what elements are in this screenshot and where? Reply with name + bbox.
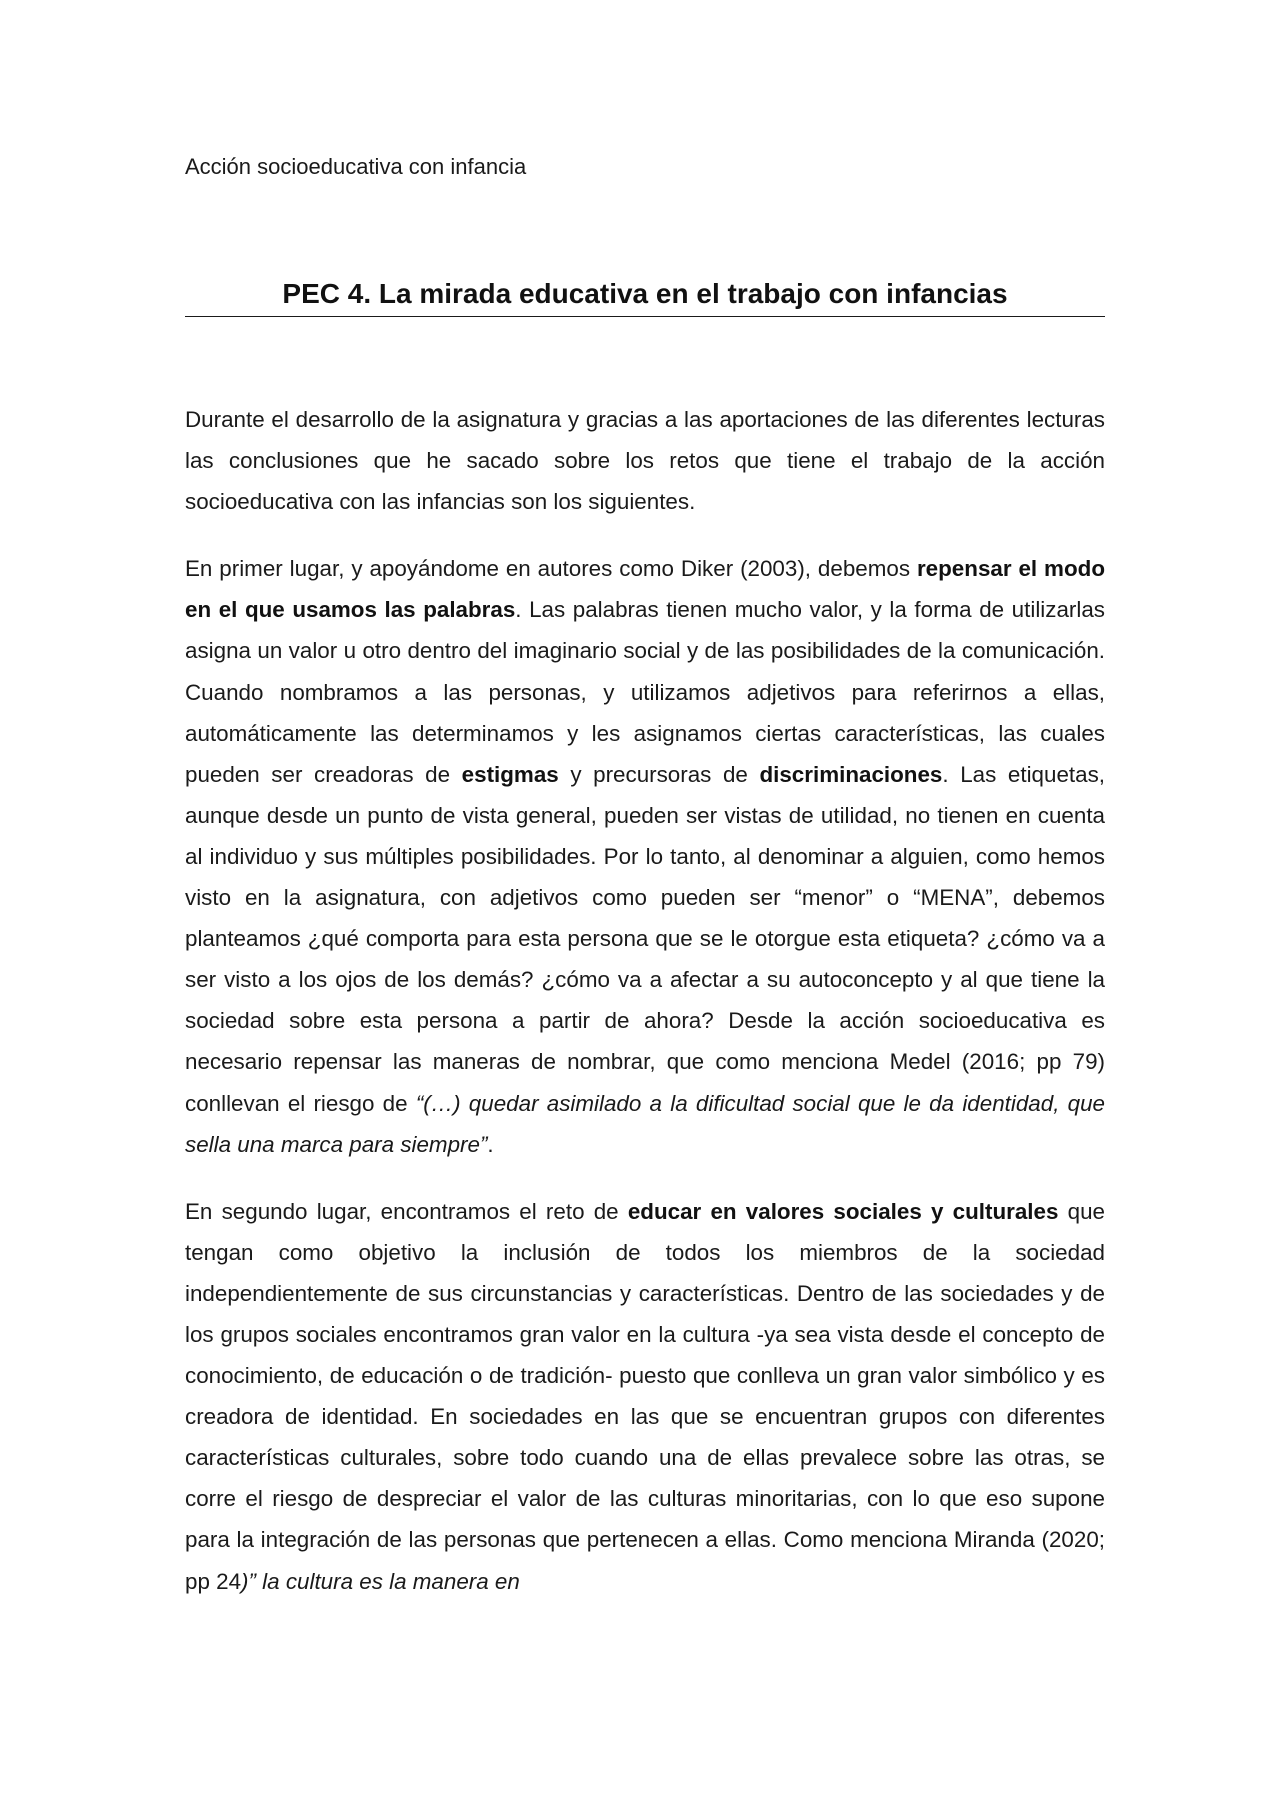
paragraph-intro (185, 399, 1105, 522)
paragraph-values-text-2: que tengan como objetivo la inclusión de todos los miembros de la sociedad independientemente de sus circunstancias y características. Dentro de las sociedades y de los grupos sociales encontramos gran valor en la cultura -ya sea vista desde el concepto de conocimiento, de educación o de tradición- puesto que conlleva un gran valor simbólico y es creadora de identidad. En sociedades en las que se encuentran grupos con diferentes características culturales, sobre todo cuando una de ellas prevalece sobre las otras, se corre el riesgo de despreciar el valor de las culturas minoritarias, con lo que eso supone para la integración de las personas que pertenecen a ellas. Como menciona Miranda (2020; pp 24 (185, 1198, 1105, 1594)
title-block (185, 276, 1105, 317)
quote-miranda: )” la cultura es la manera en (241, 1568, 520, 1594)
paragraph-values-text-1: En segundo lugar, encontramos el reto de (185, 1198, 628, 1224)
paragraph-words-text-3: y precursoras de (558, 761, 760, 787)
emphasis-stigmas: estigmas (461, 761, 559, 787)
emphasis-educate-values: educar en valores sociales y culturales (627, 1198, 1059, 1224)
course-header: Acción socioeducativa con infancia (185, 154, 527, 179)
paragraph-words-text-4: . Las etiquetas, aunque desde un punto de vista general, pueden ser vistas de utilidad, no tienen en cuenta al individuo y sus múltiples posibilidades. Por lo tanto, al denominar a alguien, como hemos visto en la asignatura, con adjetivos como pueden ser “menor” o “MENA”, debemos planteamos ¿qué comporta para esta persona que se le otorgue esta etiqueta? ¿cómo va a ser visto a los ojos de los demás? ¿cómo va a afectar a su autoconcepto y al que tiene la sociedad sobre esta persona a partir de ahora? Desde la acción socioeducativa es necesario repensar las maneras de nombrar, que como menciona Medel (2016; pp 79) conllevan el riesgo de (185, 761, 1105, 1116)
quote-medel: “(…) quedar asimilado a la dificultad social que le da identidad, que sella una marca para siempre” (185, 1090, 1106, 1157)
paragraph-words-text-5: . (487, 1131, 494, 1157)
paragraph-words (185, 548, 1105, 1164)
emphasis-rethink-words: repensar el modo en el que usamos las palabras (185, 556, 1106, 623)
paragraph-words-text-2: . Las palabras tienen mucho valor, y la forma de utilizarlas asigna un valor u otro dentro del imaginario social y de las posibilidades de la comunicación. Cuando nombramos a las personas, y utilizamos adjetivos para referirnos a ellas, automáticamente las determinamos y les asignamos ciertas características, las cuales pueden ser creadoras de (185, 597, 1105, 787)
document-body (185, 399, 1105, 1602)
paragraph-words-text-1: En primer lugar, y apoyándome en autores como Diker (2003), debemos (185, 556, 917, 582)
paragraph-values (185, 1191, 1105, 1602)
paragraph-intro-text: Durante el desarrollo de la asignatura y gracias a las aportaciones de las diferentes lecturas las conclusiones que he sacado sobre los retos que tiene el trabajo de la acción socioeducativa con las infancias son los siguientes. (185, 407, 1105, 515)
document-title: PEC 4. La mirada educativa en el trabajo con infancias (282, 278, 1008, 309)
emphasis-discriminations: discriminaciones (759, 761, 943, 787)
